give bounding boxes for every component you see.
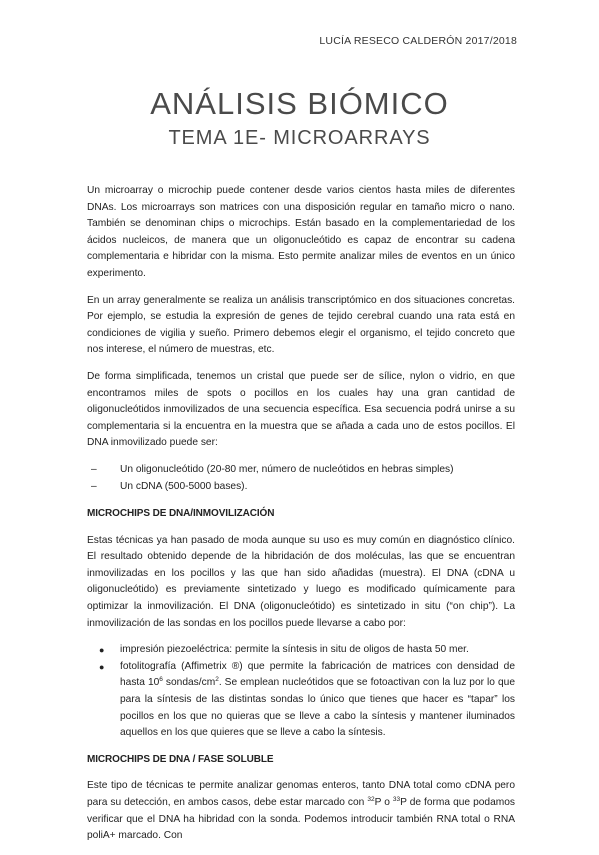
dash-marker: –: [91, 463, 97, 475]
bullet-marker: ●: [99, 661, 105, 672]
paragraph-immobilization: Estas técnicas ya han pasado de moda aunque su uso es muy común en diagnóstico clínico. El resultado obtenido depende de la hibridación de dos moléculas, las que se encuentran inmovilizadas en los pocillos y las que han sido añadidas (muestra). El DNA (cDNA u oligonucleótido) es previamente sintetizado y luego es modificado químicamente para optimizar la inmovilización. El DNA (oligonucleótido) es sintetizado in situ (“on chip”). La inmovilización de las sondas en los pocillos puede llevarse a cabo por:: [87, 534, 515, 629]
superscript: 33: [392, 796, 401, 803]
page-header: LUCÍA RESECO CALDERÓN 2017/2018: [319, 35, 517, 47]
list-item: [87, 462, 515, 479]
section-heading-soluble-phase: MICROCHIPS DE DNA / FASE SOLUBLE: [87, 753, 274, 765]
paragraph-transcriptomic: En un array generalmente se realiza un análisis transcriptómico en dos situaciones concretas. Por ejemplo, se estudia la expresión de genes de tejido cerebral cuando una rata está en condiciones de vigilia y sueño. Primero debemos elegir el organismo, el tejido concreto que nos interese, el número de muestras, etc.: [87, 294, 515, 356]
document-subtitle: TEMA 1E- MICROARRAYS: [168, 127, 431, 149]
bullet-marker: ●: [99, 645, 105, 656]
superscript: 6: [159, 676, 163, 684]
document-body: [87, 183, 515, 855]
list-item: [87, 642, 515, 659]
text-run: fotolitografía (Affimetrix ®) que permite la fabricación de matrices con densidad de hasta 10: [120, 660, 515, 689]
text-run: P de forma que podamos verificar que el DNA ha hibridad con la sonda. Podemos introducir también RNA total o RNA poliA+ marcado. Con: [87, 797, 515, 842]
immobilization-method-list: [87, 642, 515, 742]
text-run: Este tipo de técnicas te permite analizar genomas enteros, tanto DNA total como cDNA pero para su detección, en ambos casos, debe estar marcado con: [87, 780, 515, 808]
list-item-text: impresión piezoeléctrica: permite la síntesis in situ de oligos de hasta 50 mer.: [120, 644, 469, 656]
superscript: 2: [215, 676, 219, 684]
text-run: sondas/cm: [162, 677, 216, 689]
list-item: [87, 479, 515, 496]
section-heading-immobilization: MICROCHIPS DE DNA/INMOVILIZACIÓN: [87, 508, 275, 520]
document-title: ANÁLISIS BIÓMICO: [150, 86, 449, 121]
list-item-text: [120, 661, 515, 738]
text-run: . Se emplean nucleótidos que se fotoactivan con la luz por lo que para la síntesis de las distintas sondas lo único que tienes que hacer es “tapar” los pocillos en los que no quieras que se lleve a cabo la síntesis y mantener iluminados aquellos en los que quieres que se lleve a cabo la síntesis.: [120, 677, 515, 739]
paragraph-spots: De forma simplificada, tenemos un cristal que puede ser de sílice, nylon o vidrio, en que encontramos miles de spots o pocillos en los cuales hay una gran cantidad de oligonucleótidos inmovilizados de una secuencia específica. Esa secuencia podrá unirse a su complementaria si la encuentra en la muestra que se añada a cada uno de estos pocillos. El DNA inmovilizado puede ser:: [87, 370, 515, 449]
superscript: 32: [367, 796, 375, 803]
list-item: [87, 659, 515, 742]
paragraph-soluble-phase: [87, 778, 515, 844]
text-run: P o: [374, 797, 393, 808]
dash-marker: –: [91, 480, 97, 492]
list-item-text: Un cDNA (500-5000 bases).: [120, 480, 248, 492]
dna-type-list: [87, 462, 515, 495]
paragraph-intro: Un microarray o microchip puede contener desde varios cientos hasta miles de diferentes DNAs. Los microarrays son matrices con una disposición regular en tamaño micro o nano. También se denominan chips o microchips. Están basado en la complementariedad de los ácidos nucleicos, de manera que un oligonucleótido es capaz de encontrar su cadena complementaria e hibridar con la misma. Esto permite analizar miles de eventos en un único experimento.: [87, 185, 515, 279]
list-item-text: Un oligonucleótido (20-80 mer, número de nucleótidos en hebras simples): [120, 463, 454, 475]
